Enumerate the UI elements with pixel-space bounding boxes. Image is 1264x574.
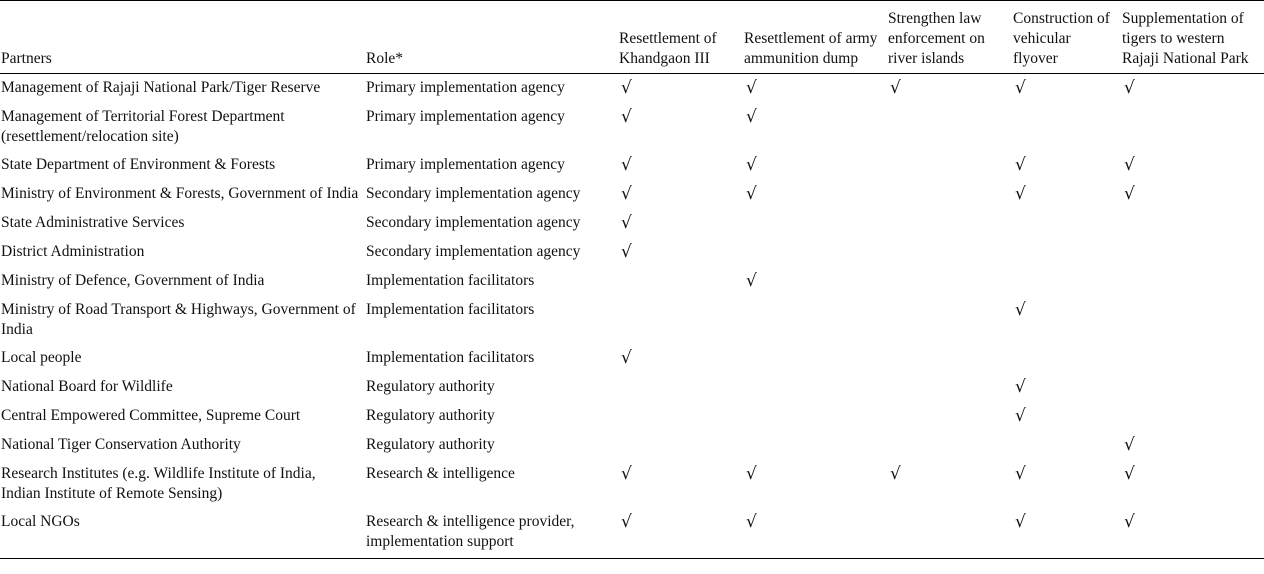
table-body bbox=[0, 74, 1264, 559]
table-row bbox=[0, 431, 1264, 460]
activity-cell bbox=[1012, 460, 1121, 508]
activity-cell bbox=[618, 180, 743, 209]
activity-cell bbox=[887, 431, 1012, 460]
activity-cell bbox=[1012, 402, 1121, 431]
header-row bbox=[0, 1, 1264, 74]
table-row bbox=[0, 373, 1264, 402]
activity-cell bbox=[618, 267, 743, 296]
checkmark-icon: √ bbox=[621, 348, 632, 368]
activity-cell bbox=[743, 296, 887, 344]
activity-cell bbox=[618, 373, 743, 402]
activity-cell bbox=[618, 209, 743, 238]
role-cell: Implementation facilitators bbox=[366, 301, 535, 318]
checkmark-icon: √ bbox=[621, 78, 632, 98]
activity-cell bbox=[618, 508, 743, 559]
partner-cell: Ministry of Road Transport & Highways, Government of India bbox=[1, 301, 356, 338]
checkmark-icon: √ bbox=[1015, 464, 1026, 484]
activity-cell bbox=[887, 344, 1012, 373]
checkmark-icon: √ bbox=[746, 107, 757, 127]
activity-cell bbox=[743, 151, 887, 180]
activity-cell bbox=[887, 74, 1012, 104]
header-vehicular-flyover: Construction of vehicular flyover bbox=[1012, 1, 1121, 74]
activity-cell bbox=[1012, 151, 1121, 180]
activity-cell bbox=[1012, 296, 1121, 344]
activity-cell bbox=[743, 460, 887, 508]
checkmark-icon: √ bbox=[1124, 512, 1135, 532]
activity-cell bbox=[618, 238, 743, 267]
checkmark-icon: √ bbox=[890, 78, 901, 98]
checkmark-icon: √ bbox=[746, 512, 757, 532]
checkmark-icon: √ bbox=[1124, 464, 1135, 484]
partner-cell: National Board for Wildlife bbox=[1, 378, 173, 395]
activity-cell bbox=[743, 508, 887, 559]
activity-cell bbox=[618, 402, 743, 431]
role-cell: Research & intelligence bbox=[366, 465, 515, 482]
partner-cell: District Administration bbox=[1, 243, 145, 260]
activity-cell bbox=[887, 238, 1012, 267]
activity-cell bbox=[743, 209, 887, 238]
activity-cell bbox=[743, 74, 887, 104]
header-role: Role* bbox=[365, 1, 618, 74]
partner-cell: State Department of Environment & Forests bbox=[1, 156, 276, 173]
role-cell: Secondary implementation agency bbox=[366, 243, 581, 260]
checkmark-icon: √ bbox=[746, 464, 757, 484]
table-row bbox=[0, 460, 1264, 508]
checkmark-icon: √ bbox=[746, 155, 757, 175]
checkmark-icon: √ bbox=[1124, 435, 1135, 455]
table-row bbox=[0, 344, 1264, 373]
table-row bbox=[0, 74, 1264, 104]
role-cell: Regulatory authority bbox=[366, 436, 495, 453]
checkmark-icon: √ bbox=[1015, 512, 1026, 532]
checkmark-icon: √ bbox=[621, 155, 632, 175]
activity-cell bbox=[1121, 74, 1264, 104]
checkmark-icon: √ bbox=[621, 512, 632, 532]
activity-cell bbox=[887, 180, 1012, 209]
table-row bbox=[0, 238, 1264, 267]
checkmark-icon: √ bbox=[1015, 406, 1026, 426]
header-resettlement-ammunition-dump: Resettlement of army ammunition dump bbox=[743, 1, 887, 74]
header-partners: Partners bbox=[0, 1, 365, 74]
role-cell: Regulatory authority bbox=[366, 407, 495, 424]
activity-cell bbox=[887, 151, 1012, 180]
partner-cell: Local NGOs bbox=[0, 508, 365, 559]
activity-cell bbox=[887, 267, 1012, 296]
activity-cell bbox=[1012, 238, 1121, 267]
activity-cell bbox=[887, 402, 1012, 431]
checkmark-icon: √ bbox=[1124, 155, 1135, 175]
checkmark-icon: √ bbox=[621, 464, 632, 484]
activity-cell bbox=[618, 74, 743, 104]
activity-cell bbox=[1012, 431, 1121, 460]
checkmark-icon: √ bbox=[1015, 300, 1026, 320]
checkmark-icon: √ bbox=[1015, 377, 1026, 397]
activity-cell bbox=[1012, 74, 1121, 104]
checkmark-icon: √ bbox=[890, 464, 901, 484]
table-row bbox=[0, 151, 1264, 180]
activity-cell bbox=[887, 103, 1012, 151]
role-cell: Implementation facilitators bbox=[366, 349, 535, 366]
activity-cell bbox=[1121, 344, 1264, 373]
role-cell: Primary implementation agency bbox=[366, 156, 565, 173]
activity-cell bbox=[618, 151, 743, 180]
role-cell: Primary implementation agency bbox=[366, 79, 565, 96]
activity-cell bbox=[1121, 180, 1264, 209]
checkmark-icon: √ bbox=[621, 213, 632, 233]
activity-cell bbox=[1012, 508, 1121, 559]
activity-cell bbox=[887, 508, 1012, 559]
activity-cell bbox=[743, 238, 887, 267]
header-resettlement-khandgaon: Resettlement of Khandgaon III bbox=[618, 1, 743, 74]
activity-cell bbox=[743, 431, 887, 460]
partner-cell: Management of Territorial Forest Department (resettlement/relocation site) bbox=[1, 108, 285, 145]
activity-cell bbox=[618, 103, 743, 151]
role-cell: Secondary implementation agency bbox=[366, 185, 581, 202]
activity-cell bbox=[743, 103, 887, 151]
checkmark-icon: √ bbox=[1015, 78, 1026, 98]
activity-cell bbox=[1121, 431, 1264, 460]
table-row bbox=[0, 402, 1264, 431]
checkmark-icon: √ bbox=[621, 107, 632, 127]
activity-cell bbox=[887, 373, 1012, 402]
activity-cell bbox=[618, 296, 743, 344]
role-cell: Regulatory authority bbox=[366, 378, 495, 395]
checkmark-icon: √ bbox=[1015, 184, 1026, 204]
partner-cell: Central Empowered Committee, Supreme Court bbox=[1, 407, 301, 424]
activity-cell bbox=[887, 296, 1012, 344]
activity-cell bbox=[743, 267, 887, 296]
partner-cell: Ministry of Defence, Government of India bbox=[1, 272, 265, 289]
activity-cell bbox=[743, 402, 887, 431]
role-cell: Implementation facilitators bbox=[366, 272, 535, 289]
role-cell: Secondary implementation agency bbox=[366, 214, 581, 231]
table-header bbox=[0, 1, 1264, 74]
activity-cell bbox=[887, 460, 1012, 508]
partner-cell: Management of Rajaji National Park/Tiger Reserve bbox=[1, 79, 321, 96]
activity-cell bbox=[1121, 267, 1264, 296]
activity-cell bbox=[1121, 238, 1264, 267]
activity-cell bbox=[1121, 103, 1264, 151]
checkmark-icon: √ bbox=[1015, 155, 1026, 175]
activity-cell bbox=[1121, 296, 1264, 344]
role-cell: Primary implementation agency bbox=[366, 108, 565, 125]
table-row bbox=[0, 103, 1264, 151]
activity-cell bbox=[1012, 344, 1121, 373]
table-row bbox=[0, 180, 1264, 209]
checkmark-icon: √ bbox=[746, 78, 757, 98]
activity-cell bbox=[1121, 508, 1264, 559]
activity-cell bbox=[618, 431, 743, 460]
header-tiger-supplementation: Supplementation of tigers to western Rajaji National Park bbox=[1121, 1, 1264, 74]
activity-cell bbox=[887, 209, 1012, 238]
activity-cell bbox=[1012, 209, 1121, 238]
activity-cell bbox=[743, 344, 887, 373]
activity-cell bbox=[1012, 373, 1121, 402]
activity-cell bbox=[1121, 209, 1264, 238]
activity-cell bbox=[1121, 460, 1264, 508]
table-row bbox=[0, 209, 1264, 238]
checkmark-icon: √ bbox=[1124, 78, 1135, 98]
activity-cell bbox=[743, 373, 887, 402]
table-row bbox=[0, 267, 1264, 296]
checkmark-icon: √ bbox=[746, 184, 757, 204]
partner-cell: State Administrative Services bbox=[1, 214, 185, 231]
partner-cell: Local people bbox=[1, 349, 82, 366]
activity-cell bbox=[1121, 402, 1264, 431]
activity-cell bbox=[1012, 103, 1121, 151]
table-row bbox=[0, 508, 1264, 559]
checkmark-icon: √ bbox=[746, 271, 757, 291]
partner-cell: Ministry of Environment & Forests, Government of India bbox=[1, 185, 359, 202]
partner-cell: Research Institutes (e.g. Wildlife Institute of India, Indian Institute of Remote Sensing) bbox=[1, 465, 316, 502]
activity-cell bbox=[1121, 373, 1264, 402]
role-cell: Research & intelligence provider, implementation support bbox=[365, 508, 618, 559]
activity-cell bbox=[1012, 180, 1121, 209]
checkmark-icon: √ bbox=[621, 242, 632, 262]
activity-cell bbox=[1121, 151, 1264, 180]
activity-cell bbox=[618, 344, 743, 373]
checkmark-icon: √ bbox=[621, 184, 632, 204]
activity-cell bbox=[743, 180, 887, 209]
activity-cell bbox=[618, 460, 743, 508]
table-row bbox=[0, 296, 1264, 344]
header-law-enforcement-river-islands: Strengthen law enforcement on river islands bbox=[887, 1, 1012, 74]
checkmark-icon: √ bbox=[1124, 184, 1135, 204]
activity-cell bbox=[1012, 267, 1121, 296]
partner-cell: National Tiger Conservation Authority bbox=[1, 436, 241, 453]
